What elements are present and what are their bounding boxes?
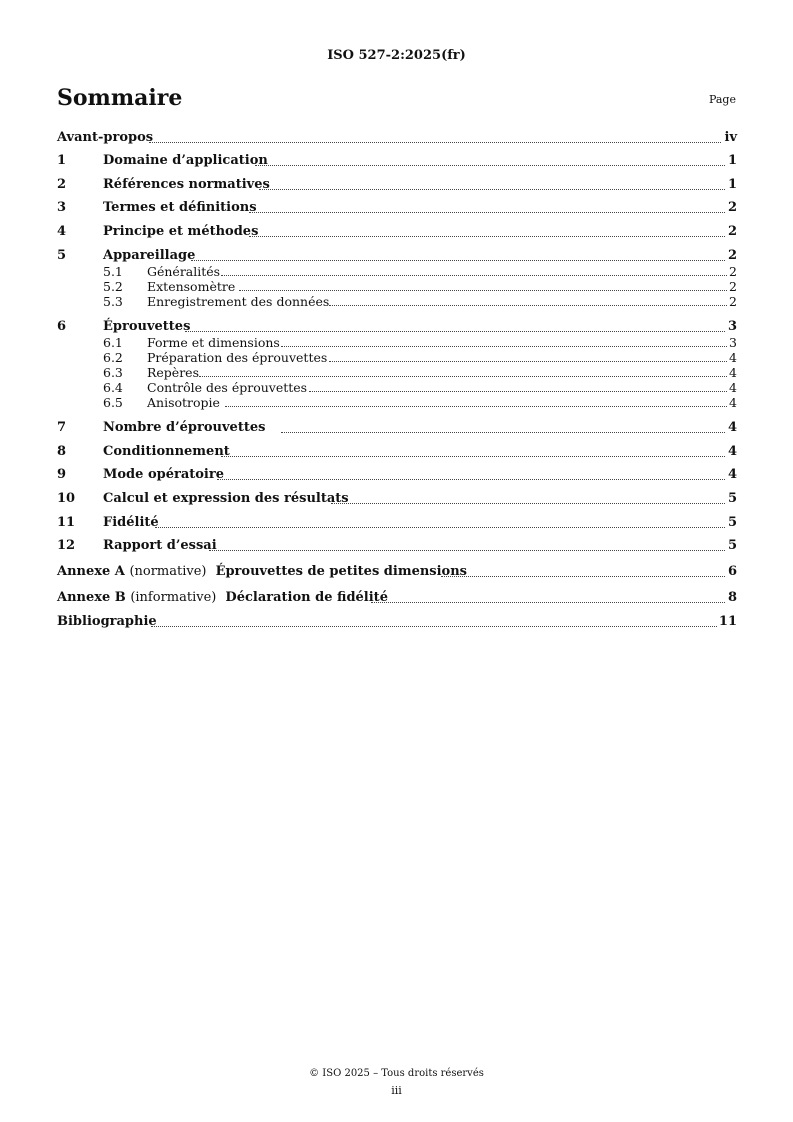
toc-page: 8 xyxy=(727,590,737,605)
toc-page: 2 xyxy=(729,294,737,309)
leader-dots xyxy=(155,527,725,528)
toc-number: 8 xyxy=(57,444,67,459)
leader-dots xyxy=(329,361,727,362)
toc-label: Principe et méthodes xyxy=(103,224,259,239)
toc-page: 3 xyxy=(729,335,737,350)
annex-type: (informative) xyxy=(130,590,217,605)
toc-label: Forme et dimensions xyxy=(147,335,280,350)
leader-dots xyxy=(371,602,725,603)
toc-entry-clause[interactable] xyxy=(57,176,737,194)
leader-dots xyxy=(259,189,725,190)
toc-entry-foreword[interactable] xyxy=(57,129,737,147)
document-header: ISO 527-2:2025(fr) xyxy=(327,48,466,63)
toc-entry-subclause[interactable] xyxy=(57,335,737,350)
annex-title: Éprouvettes de petites dimensions xyxy=(215,564,467,579)
toc-number: 3 xyxy=(57,200,67,215)
toc-entry-subclause[interactable] xyxy=(57,279,737,294)
toc-number: 5.1 xyxy=(103,264,123,279)
copyright-notice: © ISO 2025 – Tous droits réservés xyxy=(309,1068,484,1079)
toc-number: 7 xyxy=(57,420,67,435)
toc-number: 6 xyxy=(57,319,67,334)
toc-page: 5 xyxy=(727,515,737,530)
leader-dots xyxy=(281,432,725,433)
toc-entry-clause[interactable] xyxy=(57,152,737,170)
toc-entry-annex-b[interactable] xyxy=(57,589,737,607)
toc-page: 11 xyxy=(718,614,737,629)
toc-page: 4 xyxy=(729,365,737,380)
toc-page: 4 xyxy=(729,350,737,365)
toc-number: 6.2 xyxy=(103,350,123,365)
annex-name: Annexe B xyxy=(57,590,126,605)
leader-dots xyxy=(191,260,725,261)
toc-label xyxy=(57,589,388,607)
leader-dots xyxy=(221,275,727,276)
leader-dots xyxy=(217,479,725,480)
leader-dots xyxy=(199,376,727,377)
toc-number: 5 xyxy=(57,248,67,263)
toc-label: Appareillage xyxy=(103,248,196,263)
toc-number: 1 xyxy=(57,153,67,168)
toc-label xyxy=(57,563,467,581)
toc-entry-clause[interactable] xyxy=(57,199,737,217)
leader-dots xyxy=(185,331,725,332)
toc-entry-subclause[interactable] xyxy=(57,395,737,410)
toc-entry-clause[interactable] xyxy=(57,247,737,265)
toc-number: 2 xyxy=(57,177,67,192)
toc-label: Éprouvettes xyxy=(103,319,191,334)
toc-page: 4 xyxy=(729,380,737,395)
toc-entry-clause[interactable] xyxy=(57,490,737,508)
toc-entry-subclause[interactable] xyxy=(57,365,737,380)
toc-page: 1 xyxy=(727,153,737,168)
toc-label: Conditionnement xyxy=(103,444,230,459)
toc-entry-subclause[interactable] xyxy=(57,350,737,365)
leader-dots xyxy=(225,406,727,407)
toc-page: 6 xyxy=(727,564,737,579)
leader-dots xyxy=(221,456,725,457)
toc-page: 4 xyxy=(727,467,737,482)
toc-label: Références normatives xyxy=(103,177,270,192)
toc-number: 12 xyxy=(57,538,76,553)
toc-page: 4 xyxy=(727,444,737,459)
leader-dots xyxy=(239,290,727,291)
toc-label: Calcul et expression des résultats xyxy=(103,491,349,506)
toc-entry-clause[interactable] xyxy=(57,537,737,555)
annex-type: (normative) xyxy=(129,564,207,579)
toc-page: 3 xyxy=(727,319,737,334)
toc-entry-subclause[interactable] xyxy=(57,264,737,279)
toc-entry-clause[interactable] xyxy=(57,466,737,484)
toc-number: 6.4 xyxy=(103,380,123,395)
toc-label: Avant-propos xyxy=(57,130,154,145)
leader-dots xyxy=(281,346,727,347)
toc-label: Bibliographie xyxy=(57,614,157,629)
toc-page: iv xyxy=(724,130,737,145)
leader-dots xyxy=(149,142,721,143)
toc-entry-bibliography[interactable] xyxy=(57,613,737,631)
toc-number: 6.3 xyxy=(103,365,123,380)
leader-dots xyxy=(255,165,725,166)
toc-entry-clause[interactable] xyxy=(57,514,737,532)
toc-label: Enregistrement des données xyxy=(147,294,330,309)
annex-name: Annexe A xyxy=(57,564,125,579)
page-number: iii xyxy=(391,1084,402,1097)
toc-number: 6.5 xyxy=(103,395,123,410)
toc-label: Généralités xyxy=(147,264,221,279)
toc-label: Termes et définitions xyxy=(103,200,257,215)
toc-page: 5 xyxy=(727,491,737,506)
toc-number: 5.2 xyxy=(103,279,123,294)
toc-label: Préparation des éprouvettes xyxy=(147,350,328,365)
leader-dots xyxy=(249,212,725,213)
toc-page: 2 xyxy=(727,248,737,263)
toc-number: 5.3 xyxy=(103,294,123,309)
toc-page: 1 xyxy=(727,177,737,192)
page-column-label: Page xyxy=(708,93,736,106)
toc-label: Anisotropie xyxy=(147,395,220,410)
toc-entry-clause[interactable] xyxy=(57,419,737,437)
toc-label: Rapport d’essai xyxy=(103,538,217,553)
page-title: Sommaire xyxy=(57,85,183,111)
toc-page: 2 xyxy=(727,200,737,215)
toc-label: Nombre d’éprouvettes xyxy=(103,420,266,435)
toc-number: 10 xyxy=(57,491,76,506)
toc-label: Domaine d’application xyxy=(103,153,268,168)
toc-page: 5 xyxy=(727,538,737,553)
toc-page: 4 xyxy=(729,395,737,410)
toc-number: 11 xyxy=(57,515,76,530)
toc-label: Contrôle des éprouvettes xyxy=(147,380,308,395)
toc-page: 2 xyxy=(729,264,737,279)
annex-title: Déclaration de fidélité xyxy=(225,590,388,605)
leader-dots xyxy=(209,550,725,551)
leader-dots xyxy=(151,626,717,627)
toc-number: 6.1 xyxy=(103,335,123,350)
leader-dots xyxy=(441,576,725,577)
toc-label: Repères xyxy=(147,365,199,380)
toc-entry-subclause[interactable] xyxy=(57,380,737,395)
toc-label: Fidélité xyxy=(103,515,159,530)
toc-entry-clause[interactable] xyxy=(57,318,737,336)
leader-dots xyxy=(329,305,727,306)
toc-label: Extensomètre xyxy=(147,279,236,294)
toc-entry-clause[interactable] xyxy=(57,443,737,461)
leader-dots xyxy=(331,503,725,504)
toc-label: Mode opératoire xyxy=(103,467,224,482)
toc-entry-subclause[interactable] xyxy=(57,294,737,309)
toc-page: 2 xyxy=(729,279,737,294)
leader-dots xyxy=(309,391,727,392)
toc-page: 4 xyxy=(727,420,737,435)
toc-number: 9 xyxy=(57,467,67,482)
toc-page: 2 xyxy=(727,224,737,239)
toc-entry-clause[interactable] xyxy=(57,223,737,241)
leader-dots xyxy=(249,236,725,237)
toc-entry-annex-a[interactable] xyxy=(57,563,737,581)
toc-number: 4 xyxy=(57,224,67,239)
